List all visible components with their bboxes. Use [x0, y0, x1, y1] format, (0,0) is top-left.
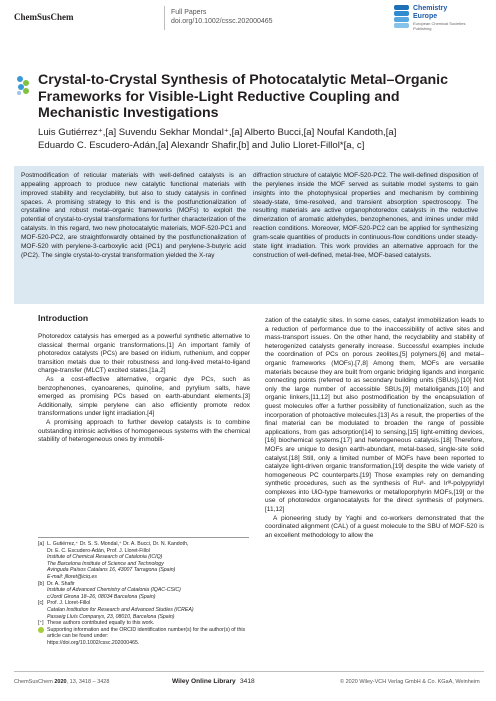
logo-mark-icon	[394, 5, 409, 29]
footnote-tag: [⁺]	[38, 620, 44, 627]
author-list	[38, 126, 478, 152]
article-title: Crystal-to-Crystal Synthesis of Photocatalytic Metal–Organic Frameworks for Visible-Light Reductive Coupling and Mechanistic Investigations	[38, 72, 448, 121]
page-header	[0, 0, 496, 34]
footnote-supporting-info	[38, 627, 250, 647]
abstract-box	[14, 166, 484, 304]
footnote-tag: [a]	[38, 541, 44, 547]
footnote-address: Avinguda Països Catalans 16, 43007 Tarragona (Spain)	[47, 567, 176, 574]
molecule-graphic-icon	[14, 74, 32, 96]
copyright-notice: © 2020 Wiley-VCH Verlag GmbH & Co. KGaA, Weinheim	[340, 679, 480, 685]
logo-line3: European Chemical Societies Publishing	[413, 21, 466, 31]
paragraph: As a cost-effective alternative, organic dye PCs, such as benzophenones, cyanoarenes, quinoline, and pyrylium salts, have emerged as promising PCs based on earth-abundant elements.[3] Additionally, simple perylene can also efficiently promote redox transformations under light irradiation.[4]	[38, 375, 250, 418]
footnote-institution: The Barcelona Institute of Science and Technology	[47, 560, 164, 567]
logo-line1: Chemistry	[413, 5, 448, 12]
abstract-left-column: Postmodification of reticular materials with well-defined catalysts is an appealing approach to produce new catalytic functional materials with improved stability and recyclability, but also to study catalysis in confined spaces. A promising strategy to this end is the postfunctionalization of crystalline and robust metal–organic frameworks (MOFs) to exploit the potential of crystal-to-crystal transformations for further characterization of the catalysts. In this regard, two new photocatalytic materials, MOF-520-PC1 and MOF-520-PC2, are straightforwardly obtained by the postfunctionalization of MOF-520 with perylene-3-carboxylic acid (PC1) and perylene-3-butyric acid (PC2). The single crystal-to-crystal transformation yielded the X-ray	[21, 172, 246, 259]
abstract-right-column: diffraction structure of catalytic MOF-520-PC2. The well-defined disposition of the perylenes inside the MOF served as suitable model systems to gain insights into the photophysical properties and mechanism by combining steady-state, time-resolved, and transient absorption spectroscopy. The resulting materials are active organophotoredox catalysts in the reductive dimerization of aromatic aldehydes, benzophenones, and imines under mild reaction conditions. Moreover, MOF-520-PC2 can be applied for synthesizing gram-scale quantities of products in continuous-flow conditions under steady-state light irradiation. This work provides an alternative approach for the construction of well-defined, metal-free, MOF-based catalysts.	[253, 172, 478, 259]
footer-citation	[14, 679, 109, 685]
footnote-institution: Institute of Chemical Research of Catalonia (ICIQ)	[47, 554, 163, 561]
footer-year: 2020	[54, 679, 67, 685]
paragraph: Photoredox catalysis has emerged as a powerful synthetic alternative to classical thermal organic transformations.[1] An important family of photoredox catalysts (PCs) are based on iridium, ruthenium, and copper transition metals due to their robustness and long-lived metal-to-ligand charge-transfer (MLCT) excited states.[1a,2]	[38, 333, 250, 375]
author-line-1: Luis Gutiérrez⁺,[a] Suvendu Sekhar Mondal⁺,[a] Alberto Bucci,[a] Noufal Kandoth,[a]	[38, 127, 397, 138]
footer-journal: ChemSusChem	[14, 679, 53, 685]
journal-name: ChemSusChem	[14, 12, 74, 22]
footnote-names: Dr. A. Shafir	[47, 580, 75, 587]
footnote-c	[38, 600, 250, 620]
doi-link[interactable]: doi.org/10.1002/cssc.202000465	[171, 18, 273, 25]
footnote-address: c/Jordi Girona 18–26, 08034 Barcelona (Spain)	[47, 593, 156, 600]
wiley-online-library-link[interactable]: Wiley Online Library	[172, 678, 236, 685]
footnote-names: L. Gutiérrez,⁺ Dr. S. S. Mondal,⁺ Dr. A. Bucci, Dr. N. Kandoth,	[47, 541, 189, 547]
header-divider	[164, 6, 165, 30]
footnote-a	[38, 541, 250, 581]
chemistry-europe-logo	[394, 4, 484, 32]
footnote-tag: [c]	[38, 600, 44, 607]
author-line-2: Eduardo C. Escudero-Adán,[a] Alexandr Shafir,[b] and Julio Lloret-Fillol*[a, c]	[38, 140, 365, 151]
intro-left-column	[38, 333, 250, 445]
intro-right-column	[265, 317, 484, 540]
footnote-institution: Catalan Institution for Research and Advanced Studies (ICREA)	[47, 606, 194, 613]
paper-type: Full Papers	[171, 9, 207, 16]
footnote-names: Prof. J. Lloret-Fillol	[47, 600, 91, 607]
footnote-institution: Institute of Advanced Chemistry of Catalonia (IQAC-CSIC)	[47, 587, 181, 594]
orcid-icon	[38, 627, 44, 633]
footnote-names: Dr. E. C. Escudero-Adán, Prof. J. Lloret-Fillol	[47, 547, 150, 554]
paragraph: zation of the catalytic sites. In some cases, catalyst immobilization leads to a reduction of performance due to the inaccessibility of active sites and mass-transport issues. On the other hand, the recyclability and stability of heterogenized catalysts generally increase. Successful examples include the coordination of PCs on porous zeolites,[5] polymers,[6] and metal–organic frameworks (MOFs).[7,8] Among them, MOFs are versatile materials because they are built from organic bridging ligands and inorganic connecting points (referred to as secondary building units (SBUs)).[10] Not only the large number of accessible SBUs,[9] metalloligands,[10] and organic linkers,[11,12] but also postmodification by the encapsulation of guest molecules offer a further possibility of functionalization, such as the incorporation of photoactive molecules.[13] As a result, the properties of the final material can be modulated to broaden the range of possible applications, from gas adsorption[14] to sensing,[15] light-emitting devices,[16] biochemical systems,[17] and heterogeneous catalysis.[18] Therefore, MOFs are unique to design earth-abundant, metal-based, single-site solid catalyst.[18] Still, only a limited number of MOFs have been reported to catalyze light-driven organic transformation,[19] despite the wide variety of homogeneous PC counterparts.[19] Those examples rely on demanding synthetic procedures, such as the synthesis of Ruᴵᴵ- and Irᴵᴵᴵ-polypyridyl complexes into UiO-type frameworks or metalloporphyrin MOFs,[19] or the use of photoredox organocatalysts for the direct synthesis of polymers.[11,12]	[265, 317, 484, 514]
affiliation-footnotes	[38, 541, 250, 647]
footnote-tag: [b]	[38, 580, 44, 587]
footnote-b	[38, 581, 250, 601]
footnote-text: These authors contributed equally to this work.	[47, 620, 155, 627]
paragraph: A pioneering study by Yaghi and co-workers demonstrated that the coordinated alignment (CAL) of a guest molecule to the SBU of MOF-520 is an excellent methodology to allow the	[265, 514, 484, 539]
footnote-address: Passeig Lluís Companys, 23, 08010, Barcelona (Spain)	[47, 613, 175, 620]
section-heading: Introduction	[38, 313, 89, 323]
footnote-text: Supporting information and the ORCID identification number(s) for the author(s) of this article can be found under:	[47, 626, 246, 640]
footer-divider	[14, 671, 484, 672]
paragraph: A promising approach to further develop catalysts is to combine outstanding intrinsic activities of homogeneous systems with the chemical stability of heterogeneous ones by immobili-	[38, 418, 250, 444]
footnote-email[interactable]: E-mail: jlloret@iciq.es	[47, 573, 97, 580]
footer-pages: , 13, 3418 – 3428	[66, 679, 110, 685]
logo-line2: Europe	[413, 13, 438, 20]
supporting-info-link[interactable]: https://doi.org/10.1002/cssc.202000465.	[47, 639, 140, 646]
footnote-divider	[38, 537, 249, 538]
footnote-equal-contribution	[38, 620, 250, 627]
page-footer	[0, 671, 496, 691]
page-number: 3418	[240, 678, 255, 685]
